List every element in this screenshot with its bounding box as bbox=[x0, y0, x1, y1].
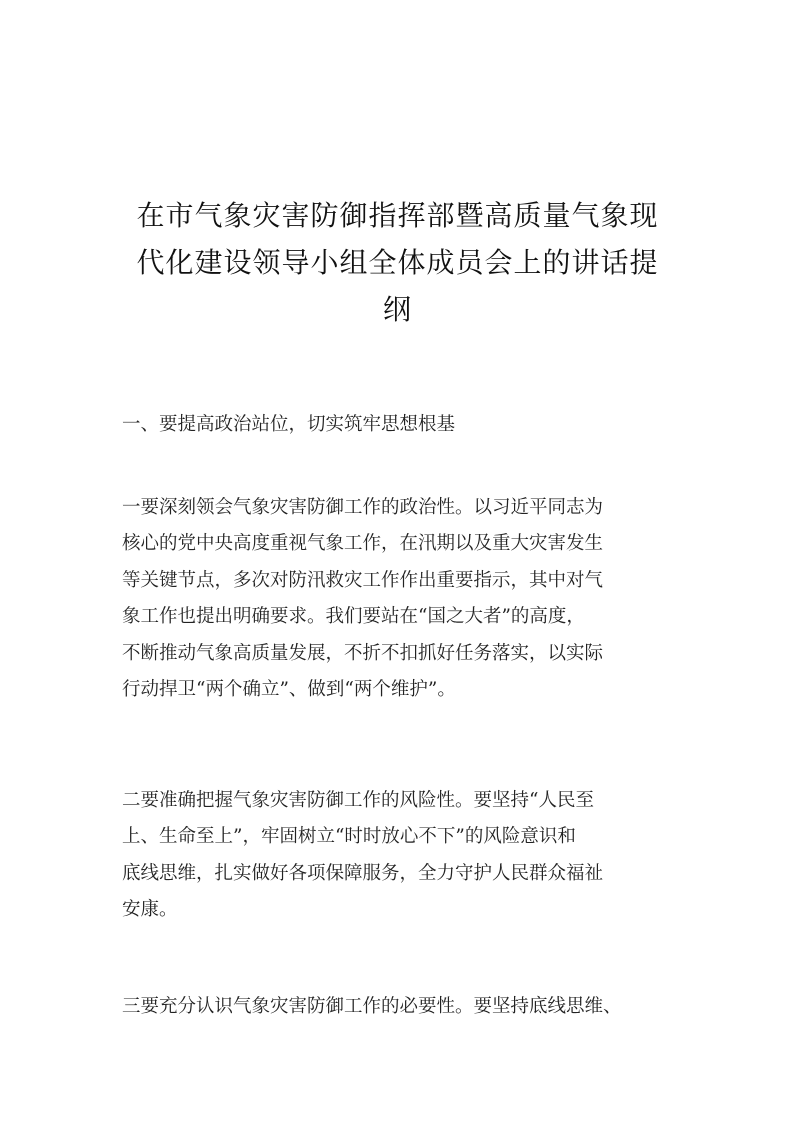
paragraph-line: 底线思维，扎实做好各项保障服务，全力守护人民群众福祉 bbox=[122, 862, 604, 884]
title-line: 代化建设领导小组全体成员会上的讲话提 bbox=[136, 246, 659, 279]
paragraph-line: 象工作也提出明确要求。我们要站在“国之大者”的高度， bbox=[122, 606, 585, 628]
paragraph-3 bbox=[122, 989, 682, 1025]
title-line: 在市气象灾害防御指挥部暨高质量气象现 bbox=[136, 199, 659, 232]
paragraph-2 bbox=[122, 783, 682, 929]
paragraph-line: 三要充分认识气象灾害防御工作的必要性。要坚持底线思维、 bbox=[122, 996, 622, 1017]
paragraph-1 bbox=[122, 490, 682, 708]
section-heading bbox=[122, 407, 682, 443]
paragraph-line: 二要准确把握气象灾害防御工作的风险性。要坚持“人民至 bbox=[122, 790, 594, 811]
paragraph-line: 一要深刻领会气象灾害防御工作的政治性。以习近平同志为 bbox=[122, 497, 604, 518]
paragraph-line: 核心的党中央高度重视气象工作，在汛期以及重大灾害发生 bbox=[122, 533, 604, 555]
section-heading-text: 一、要提高政治站位，切实筑牢思想根基 bbox=[122, 414, 456, 435]
paragraph-line: 不断推动气象高质量发展，不折不扣抓好任务落实，以实际 bbox=[122, 642, 604, 664]
document-title bbox=[110, 192, 685, 333]
paragraph-line: 上、生命至上”，牢固树立“时时放心不下”的风险意识和 bbox=[122, 826, 576, 848]
title-line: 纲 bbox=[382, 293, 412, 326]
paragraph-line: 安康。 bbox=[122, 899, 178, 921]
paragraph-line: 行动捍卫“两个确立”、做到“两个维护”。 bbox=[122, 679, 456, 701]
paragraph-line: 等关键节点，多次对防汛救灾工作作出重要指示，其中对气 bbox=[122, 569, 604, 591]
